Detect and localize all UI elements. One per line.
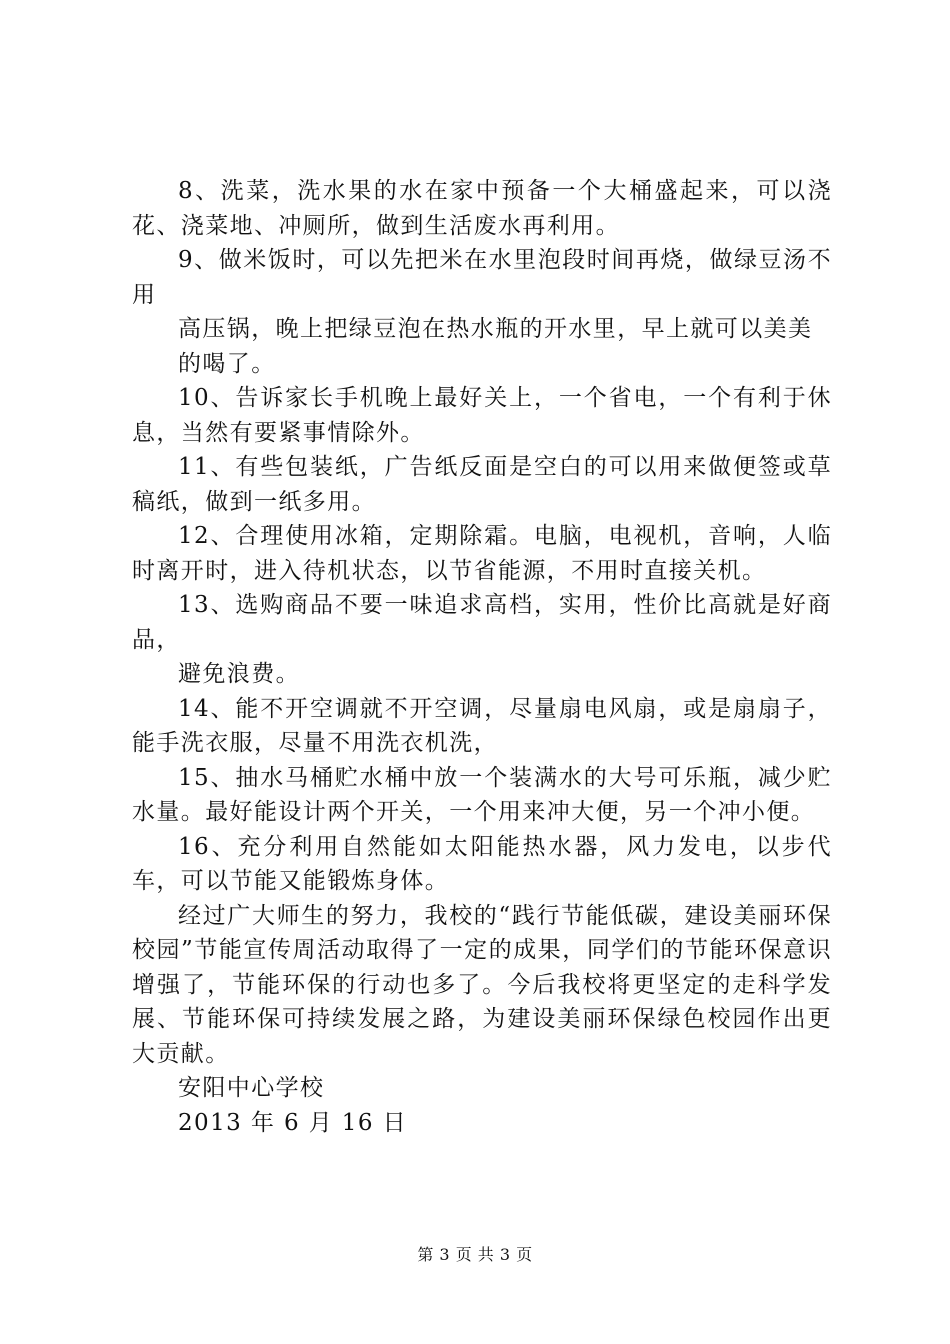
paragraph-item-15: 15、抽水马桶贮水桶中放一个装满水的大号可乐瓶，减少贮水量。最好能设计两个开关，一个用来冲大便，另一个冲小便。 [132,764,832,825]
paragraph-item-13: 13、选购商品不要一味追求高档，实用，性价比高就是好商品， [132,592,832,653]
paragraph-item-8: 8、洗菜，洗水果的水在家中预备一个大桶盛起来，可以浇花、浇菜地、冲厕所，做到生活废水再利用。 [132,178,832,239]
paragraph-item-11: 11、有些包装纸，广告纸反面是空白的可以用来做便签或草稿纸，做到一纸多用。 [132,454,832,515]
paragraph-conclusion: 经过广大师生的努力，我校的“践行节能低碳，建设美丽环保校园”节能宣传周活动取得了一定的成果，同学们的节能环保意识增强了，节能环保的行动也多了。今后我校将更坚定的走科学发展、节能环保可持续发展之路，为建设美丽环保绿色校园作出更大贡献。 [132,902,832,1067]
page-footer: 第 3 页 共 3 页 [417,1245,533,1264]
signature-date: 2013 年 6 月 16 日 [178,1109,407,1136]
paragraph-item-12: 12、合理使用冰箱，定期除霜。电脑，电视机，音响，人临时离开时，进入待机状态，以节省能源，不用时直接关机。 [132,523,832,584]
paragraph-item-13-continued: 避免浪费。 [178,661,300,687]
document-body [132,174,832,1140]
signature-school: 安阳中心学校 [178,1075,325,1101]
paragraph-item-10: 10、告诉家长手机晚上最好关上，一个省电，一个有利于休息，当然有要紧事情除外。 [132,385,832,446]
paragraph-item-9: 9、做米饭时，可以先把米在水里泡段时间再烧，做绿豆汤不用 [132,247,832,308]
paragraph-item-16: 16、充分利用自然能如太阳能热水器，风力发电，以步代车，可以节能又能锻炼身体。 [132,833,832,894]
paragraph-item-9-continued: 高压锅，晚上把绿豆泡在热水瓶的开水里，早上就可以美美的喝了。 [178,316,813,377]
paragraph-item-14: 14、能不开空调就不开空调，尽量扇电风扇，或是扇扇子，能手洗衣服，尽量不用洗衣机洗， [132,695,832,756]
